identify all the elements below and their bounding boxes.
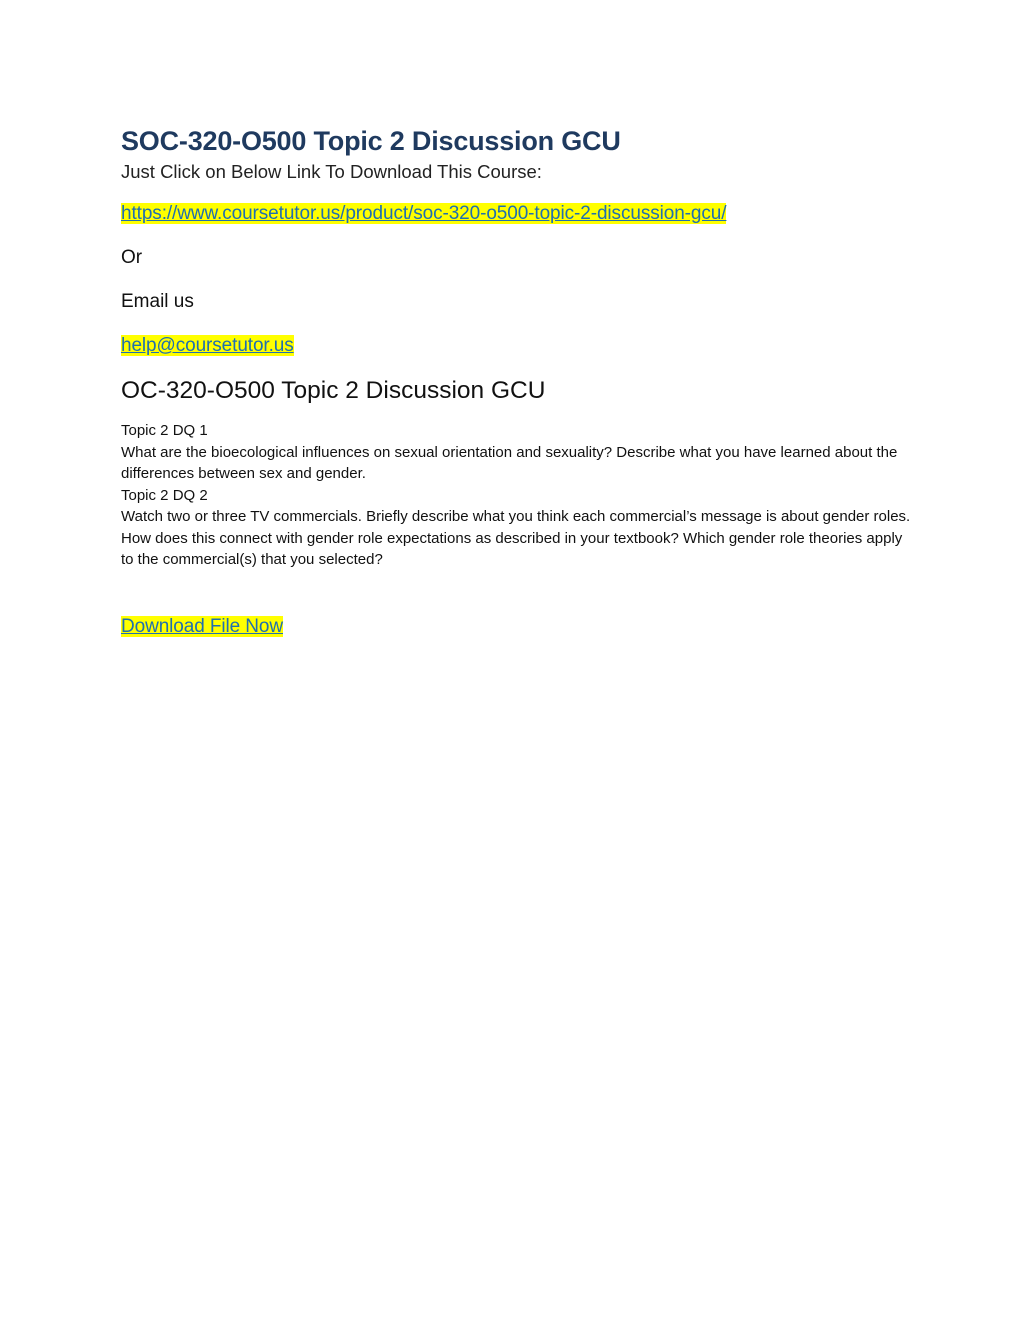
or-text: Or bbox=[121, 247, 143, 268]
email-link[interactable]: help@coursetutor.us bbox=[121, 335, 294, 356]
section-heading: OC-320-O500 Topic 2 Discussion GCU bbox=[121, 377, 546, 404]
document-content bbox=[121, 124, 911, 639]
dq2-text: Watch two or three TV commercials. Briefly describe what you think each commercial’s message is about gender roles. How does this connect with gender role expectations as described in your textbook? Which gender role theories apply to the commercial(s) that you selected? bbox=[121, 508, 911, 568]
download-file-link[interactable]: Download File Now bbox=[121, 615, 283, 637]
email-label: Email us bbox=[121, 291, 194, 312]
download-instruction: Just Click on Below Link To Download This Course: bbox=[121, 161, 542, 182]
dq2-title: Topic 2 DQ 2 bbox=[121, 486, 208, 504]
product-link[interactable]: https://www.coursetutor.us/product/soc-320-o500-topic-2-discussion-gcu/ bbox=[121, 203, 727, 224]
email-link-line bbox=[121, 334, 911, 358]
product-link-line bbox=[121, 202, 911, 226]
download-link-line bbox=[121, 615, 911, 639]
document-title: SOC-320-O500 Topic 2 Discussion GCU bbox=[121, 126, 621, 156]
dq1-text: What are the bioecological influences on sexual orientation and sexuality? Describe what you have learned about the differences between sex and gender. bbox=[121, 443, 898, 482]
discussion-questions bbox=[121, 420, 911, 571]
dq1-title: Topic 2 DQ 1 bbox=[121, 422, 208, 439]
